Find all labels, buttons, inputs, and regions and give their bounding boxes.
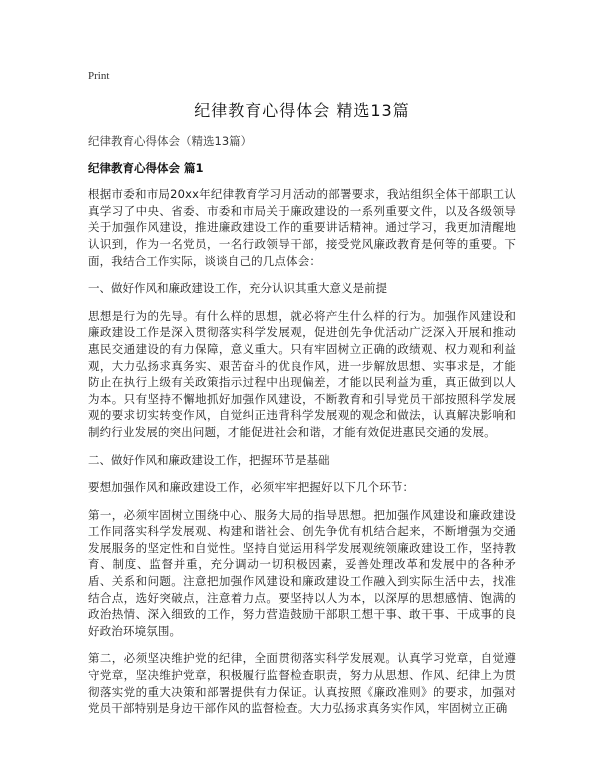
page-title: 纪律教育心得体会 精选13篇 — [194, 101, 410, 120]
document-page — [88, 0, 516, 776]
subheading: 二、做好作风和廉政建设工作，把握环节是基础 — [88, 452, 330, 467]
subheading: 一、做好作风和廉政建设工作，充分认识其重大意义是前提 — [88, 281, 387, 296]
paragraph: 第一，必须牢固树立围绕中心、服务大局的指导思想。把加强作风建设和廉政建设工作同落实科学发展观、构建和谐社会、创先争优有机结合起来，不断增强为交通发展服务的坚定性和自觉性。坚持自觉运用科学发展观统领廉政建设工作，坚持教育、制度、监督并重，充分调动一切积极因素，妥善处理改革和发展中的各种矛盾、关系和问题。注意把加强作风建设和廉政建设工作融入到实际生活中去，找准结合点，选好突破点，注意着力点。要坚持以人为本，以深厚的思想感情、饱满的政治热情、深入细致的工作，努力营造鼓励干部职工想干事、敢干事、干成事的良好政治环境氛围。 — [88, 507, 516, 638]
print-link[interactable]: Print — [88, 70, 110, 82]
paragraph: 思想是行为的先导。有什么样的思想，就必将产生什么样的行为。加强作风建设和廉政建设工作是深入贯彻落实科学发展观，促进创先争优活动广泛深入开展和推动惠民交通建设的有力保障，意义重大。只有牢固树立正确的政绩观、权力观和利益观，大力弘扬求真务实、艰苦奋斗的优良作风，进一步解放思想、实事求是，才能防止在执行上级有关政策指示过程中出现偏差，才能以民利益为重，真正做到以人为本。只有坚持不懈地抓好加强作风建设，不断教育和引导党员干部按照科学发展观的要求切实转变作风，自觉纠正违背科学发展观的观念和做法，认真解决影响和制约行业发展的突出问题，才能促进社会和谐，才能有效促进惠民交通的发展。 — [88, 308, 516, 439]
paragraph: 第二，必须坚决维护党的纪律，全面贯彻落实科学发展观。认真学习党章，自觉遵守党章，坚决维护党章，积极履行监督检查职责，努力从思想、作风、纪律上为贯彻落实党的重大决策和部署提供有力保证。认真按照《廉政准则》的要求，加强对党员干部特别是身边干部作风的监督检查。大力弘扬求真务实作风，牢固树立正确 — [88, 651, 516, 716]
paragraph: 根据市委和市局20xx年纪律教育学习月活动的部署要求，我站组织全体干部职工认真学习了中央、省委、市委和市局关于廉政建设的一系列重要文件，以及各级领导关于加强作风建设，推进廉政建设工作的重要讲话精神。通过学习，我更加清醒地认识到，作为一名党员，一名行政领导干部，接受党风廉政教育是何等的重要。下面，我结合工作实际，谈谈自己的几点体会： — [88, 187, 516, 268]
document-subtitle: 纪律教育心得体会（精选13篇） — [88, 134, 253, 148]
document-body — [88, 133, 516, 728]
section-heading: 纪律教育心得体会 篇1 — [88, 160, 204, 175]
paragraph: 要想加强作风和廉政建设工作，必须牢牢把握好以下几个环节： — [88, 480, 415, 495]
